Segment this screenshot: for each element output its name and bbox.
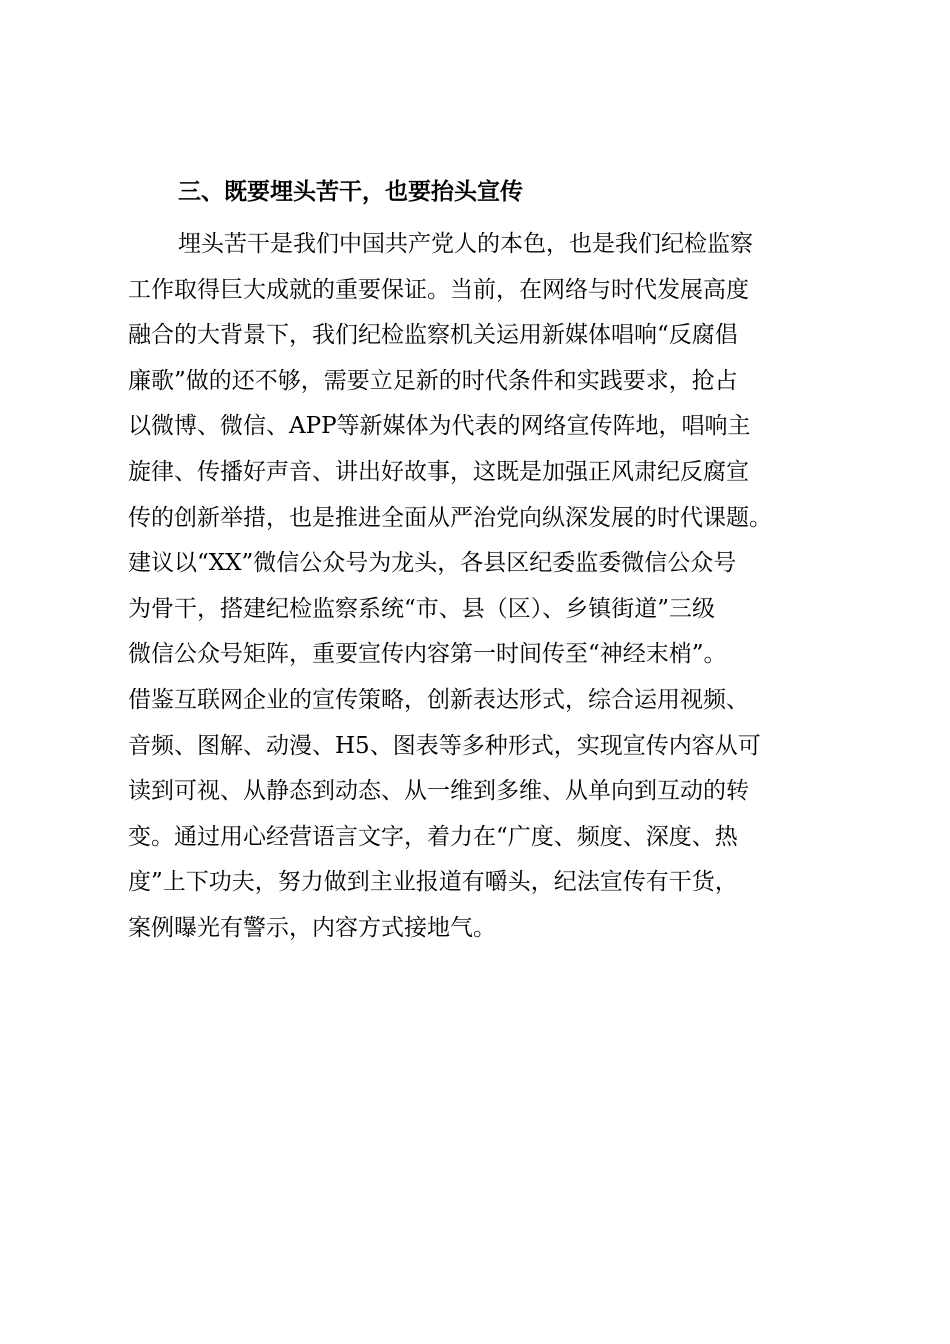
paragraph-line: 建议以“XX”微信公众号为龙头，各县区纪委监委微信公众号 [128,550,737,577]
paragraph-line: 传的创新举措，也是推进全面从严治党向纵深发展的时代课题。 [128,504,772,531]
paragraph-line: 旋律、传播好声音、讲出好故事，这既是加强正风肃纪反腐宣 [128,458,749,485]
paragraph-line: 廉歌”做的还不够，需要立足新的时代条件和实践要求，抢占 [128,367,738,394]
paragraph-line: 借鉴互联网企业的宣传策略，创新表达形式，综合运用视频、 [128,686,749,713]
paragraph-line: 度”上下功夫，努力做到主业报道有嚼头，纪法宣传有干货， [128,869,738,896]
paragraph-line: 埋头苦干是我们中国共产党人的本色，也是我们纪检监察 [178,231,753,257]
paragraph-line: 读到可视、从静态到动态、从一维到多维、从单向到互动的转 [128,778,749,805]
paragraph-line: 微信公众号矩阵，重要宣传内容第一时间传至“神经末梢”。 [128,641,727,668]
paragraph-line: 工作取得巨大成就的重要保证。当前，在网络与时代发展高度 [128,276,749,303]
body-paragraph [128,222,838,952]
paragraph-line: 变。通过用心经营语言文字，着力在“广度、频度、深度、热 [128,823,738,850]
paragraph-line: 音频、图解、动漫、H5、图表等多种形式，实现宣传内容从可 [128,732,761,759]
paragraph-line: 融合的大背景下，我们纪检监察机关运用新媒体唱响“反腐倡 [128,322,738,349]
section-heading: 三、既要埋头苦干，也要抬头宣传 [178,179,523,205]
paragraph-line: 以微博、微信、APP等新媒体为代表的网络宣传阵地，唱响主 [128,413,751,440]
paragraph-line: 案例曝光有警示，内容方式接地气。 [128,914,496,941]
paragraph-line: 为骨干，搭建纪检监察系统“市、县（区）、乡镇街道”三级 [128,595,716,622]
